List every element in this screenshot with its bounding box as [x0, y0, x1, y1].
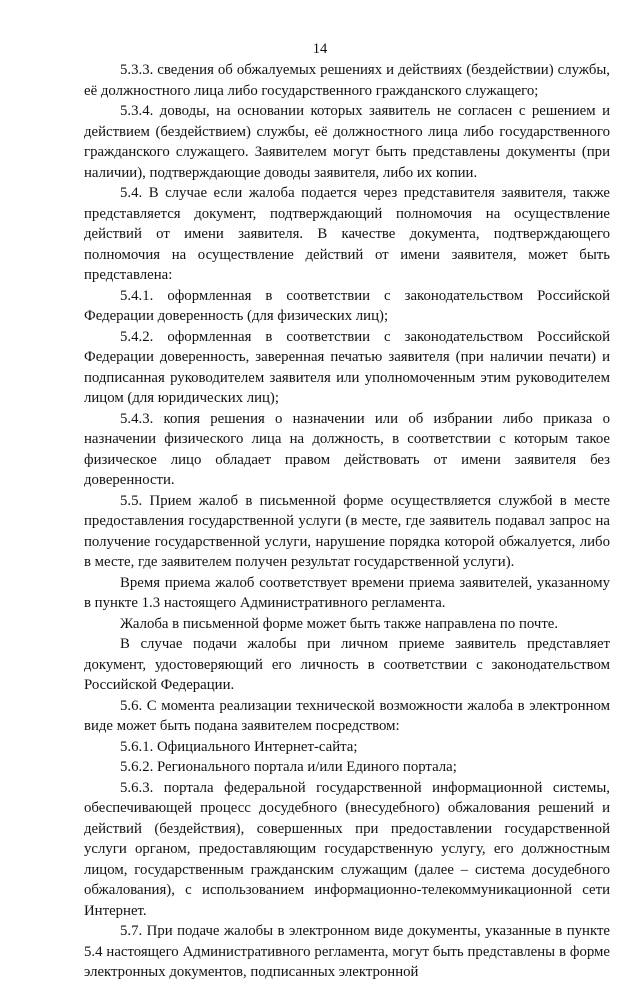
paragraph-personal-reception: В случае подачи жалобы при личном приеме заявитель представляет документ, удостоверяющий его личность в соответствии с законодательством Российской Федерации. [84, 636, 610, 693]
paragraph-5-4-3: 5.4.3. копия решения о назначении или об избрании либо приказа о назначении физического лица на должность, в соответствии с которым такое физическое лицо обладает правом действовать от имени заявителя без доверенности. [84, 410, 610, 488]
paragraph-5-5: 5.5. Прием жалоб в письменной форме осуществляется службой в месте предоставления государственной услуги (в месте, где заявитель подавал запрос на получение государственной услуги, нарушение порядка которой обжалуется, либо в месте, где заявителем получен результат государственной услуги). [84, 492, 610, 570]
paragraph-postal-complaint: Жалоба в письменной форме может быть также направлена по почте. [120, 615, 559, 632]
paragraph-5-6: 5.6. С момента реализации технической возможности жалоба в электронном виде может быть подана заявителем посредством: [84, 697, 610, 734]
paragraph-5-4-2: 5.4.2. оформленная в соответствии с законодательством Российской Федерации доверенность, заверенная печатью заявителя (при наличии печати) и подписанная руководителем заявителя или уполномоченным этим руководителем лицом (для юридических лиц); [84, 328, 610, 406]
paragraph-5-6-2: 5.6.2. Регионального портала и/или Единого портала; [120, 759, 457, 775]
document-body [84, 60, 610, 983]
paragraph-5-4-1: 5.4.1. оформленная в соответствии с законодательством Российской Федерации доверенность (для физических лиц); [84, 287, 610, 324]
page-number: 14 [312, 41, 328, 57]
paragraph-5-7: 5.7. При подаче жалобы в электронном виде документы, указанные в пункте 5.4 настоящего Административного регламента, могут быть представлены в форме электронных документов, подписанных электронной [84, 923, 610, 980]
paragraph-5-6-1: 5.6.1. Официального Интернет-сайта; [120, 738, 358, 755]
paragraph-5-3-3: 5.3.3. сведения об обжалуемых решениях и действиях (бездействии) службы, её должностного лица либо государственного гражданского служащего; [84, 62, 610, 99]
paragraph-reception-time: Время приема жалоб соответствует времени приема заявителей, указанному в пункте 1.3 настоящего Административного регламента. [84, 574, 610, 611]
paragraph-5-6-3: 5.6.3. портала федеральной государственной информационной системы, обеспечивающей процесс досудебного (внесудебного) обжалования решений и действий (бездействия), совершенных при предоставлении государственной услуги органом, предоставляющим государственную услугу, его должностным лицом, государственным гражданским служащим (далее – система досудебного обжалования), с использованием информационно-телекоммуникационной сети Интернет. [84, 779, 610, 919]
paragraph-5-3-4: 5.3.4. доводы, на основании которых заявитель не согласен с решением и действием (бездействием) службы, её должностного лица либо государственного гражданского служащего. Заявителем могут быть представлены документы (при наличии), подтверждающие доводы заявителя, либо их копии. [84, 103, 610, 181]
paragraph-5-4: 5.4. В случае если жалоба подается через представителя заявителя, также представляется документ, подтверждающий полномочия на осуществление действий от имени заявителя. В качестве документа, подтверждающего полномочия на осуществление действий от имени заявителя, может быть представлена: [84, 185, 610, 283]
